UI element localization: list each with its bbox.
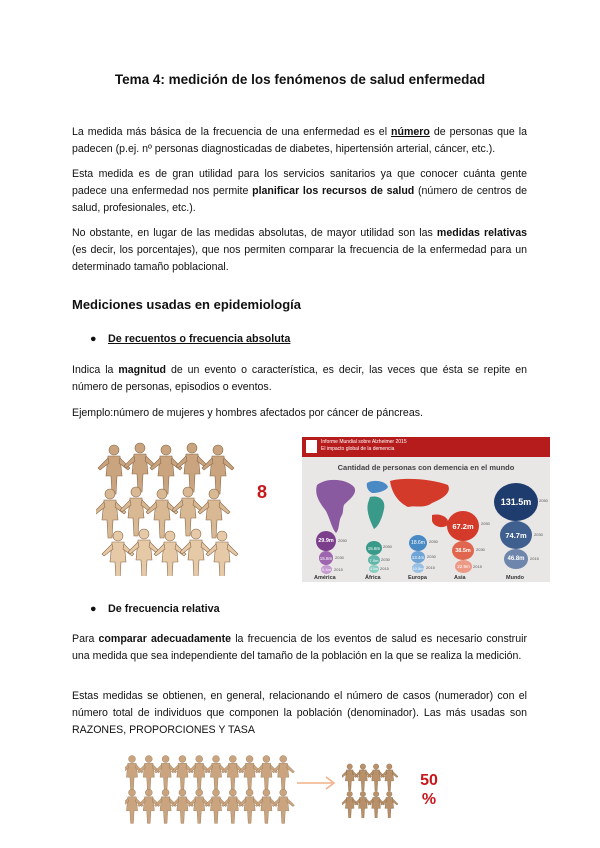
mundo-bubble-2015: 46.8m [504,549,528,569]
page-title: Tema 4: medición de los fenómenos de salud enfermedad [114,72,486,87]
year-label: 2050 [539,498,548,503]
world-map-icon [312,475,462,535]
emphasis-numero: número [391,126,430,138]
year-label: 2050 [429,539,438,544]
absoluta-paragraph [72,362,527,396]
bullet-label: De frecuencia relativa [108,603,220,615]
america-bubble-2030: 15.8m [319,551,333,565]
header-line: Informe Mundial sobre Alzheimer 2015 [321,439,407,445]
arrow-right-icon [296,774,338,792]
year-label: 2030 [427,554,436,559]
mundo-bubble-2030: 74.7m [500,521,532,549]
text: No obstante, en lugar de las medidas absolutas, de mayor utilidad son las [72,227,437,239]
emphasis-magnitud: magnitud [118,364,167,376]
year-label: 2015 [426,565,435,570]
year-label: 2050 [383,544,392,549]
year-label: 2015 [473,564,482,569]
region-label: Mundo [506,575,525,581]
header-text [321,439,407,453]
year-label: 2030 [335,555,344,560]
america-bubble-2015: 9.4m [322,567,331,572]
region-label: Asia [454,575,466,581]
bullet-dot-icon: ● [90,603,97,615]
europa-bubble-2015: 10.5m [412,563,424,573]
intro-paragraph-2 [72,166,527,217]
percentage-number: 50 [420,772,438,789]
emphasis-planificar: planificar los recursos de salud [252,185,415,197]
relativa-paragraph-2: Estas medidas se obtienen, en general, relacionando el número de casos (numerador) con el número total de individuos que componen la población (denominador). Las más usadas son RAZONES, PROPORCIONES Y TASA [72,690,527,736]
region-label: América [314,575,336,581]
year-label: 2015 [334,567,343,572]
count-number: 8 [257,482,268,502]
text: de un evento o característica, es decir, las veces que ésta se repite en número de personas, episodios o eventos. [72,364,527,393]
africa-bubble-2050: 15.8m [366,541,382,555]
text: Esta medida es de gran utilidad para los servicios sanitarios ya que conocer cuánta gente padece una enfermedad nos permite [72,168,527,197]
text: Para [72,633,99,645]
bullet-relativa [90,603,220,615]
region-label: África [365,575,381,581]
america-bubble-2050: 29.9m [316,531,336,551]
asia-bubble-2015: 22.9m [455,560,472,573]
paper-chain-people-image [96,436,246,576]
year-label: 2030 [381,557,390,562]
text: de personas que la padecen (p.ej. nº personas diagnosticadas de diabetes, hipertensión arterial, cáncer, etc.). [72,126,527,155]
africa-bubble-2015: 4.0m [370,567,378,571]
logo-icon [306,440,317,453]
relativa-paragraph-1 [72,631,527,665]
percentage-label [412,771,446,809]
europa-bubble-2030: 13.4m [411,551,425,563]
population-chain-image [125,752,295,824]
emphasis-medidas-relativas: medidas relativas [436,227,527,239]
header-line: El impacto global de la demencia [321,446,395,452]
text: La medida más básica de la frecuencia de una enfermedad es el [72,126,392,138]
bullet-label: De recuentos o frecuencia absoluta [108,333,291,345]
year-label: 2015 [380,566,389,571]
year-label: 2050 [338,538,347,543]
year-label: 2030 [476,547,485,552]
europa-bubble-2050: 18.6m [409,535,427,551]
mundo-bubble-2050: 131.5m [494,483,538,521]
region-label: Europa [408,575,427,581]
percentage-sign: % [421,791,437,808]
example-line: Ejemplo:número de mujeres y hombres afectados por cáncer de páncreas. [72,407,423,419]
africa-bubble-2030: 7.0m [368,555,380,565]
chart-title: Cantidad de personas con demencia en el mundo [337,463,515,472]
text: (es decir, los porcentajes), que nos permiten comparar la frecuencia de la enfermedad para un determinado tamaño poblacional. [72,244,527,273]
section-heading: Mediciones usadas en epidemiología [72,297,302,312]
bullet-dot-icon: ● [90,333,97,345]
dementia-infographic [302,437,550,582]
asia-bubble-2050: 67.2m [447,511,479,541]
year-label: 2050 [481,521,490,526]
intro-paragraph-3 [72,225,527,276]
emphasis-comparar: comparar adecuadamente [98,633,232,645]
half-population-image [342,760,404,818]
asia-bubble-2030: 38.5m [452,541,474,560]
text: (número de centros de salud, profesionales, etc.). [72,185,527,214]
intro-paragraph-1 [72,124,527,158]
year-label: 2030 [534,532,543,537]
bullet-absoluta [90,333,291,345]
text: la frecuencia de los eventos de salud es necesario construir una medida que sea independiente del tamaño de la población en la que se realiza la medición. [72,633,527,662]
year-label: 2015 [530,556,539,561]
text: Indica la [72,364,119,376]
